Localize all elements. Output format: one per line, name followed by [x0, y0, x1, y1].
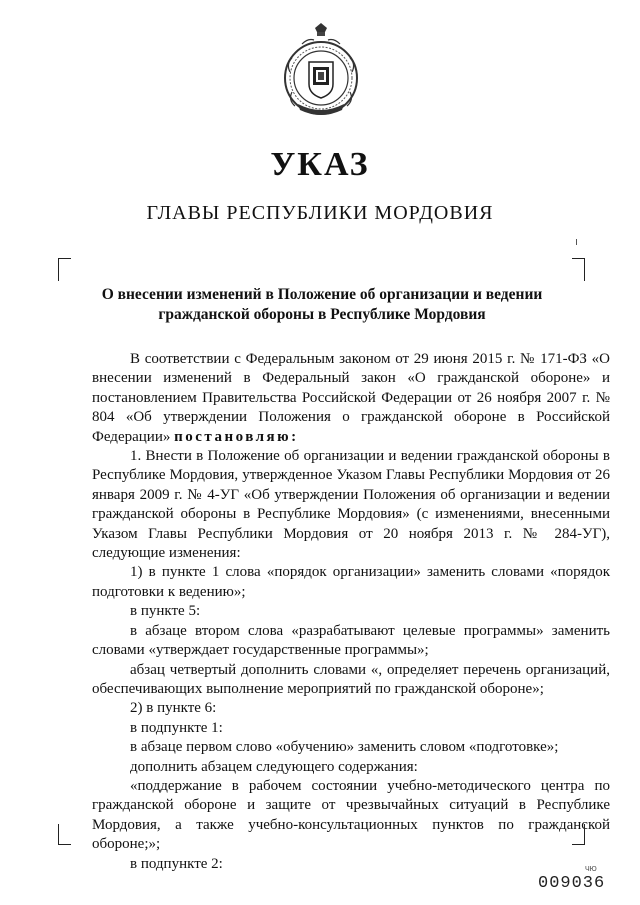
body-paragraph: 1) в пункте 1 слова «порядок организации» заменить словами «порядок подготовки к ведению»;: [92, 564, 610, 600]
corner-bracket-top-left: [58, 258, 71, 281]
body-paragraph: абзац четвертый дополнить словами «, определяет перечень организаций, обеспечивающих выполнение мероприятий по гражданской обороне»;: [92, 661, 610, 697]
corner-bracket-top-right: [572, 258, 585, 281]
body-paragraph: в абзаце первом слово «обучению» заменить словом «подготовке»;: [130, 739, 559, 756]
document-body: [92, 350, 610, 874]
serial-superscript: ЧЮ: [585, 866, 597, 873]
document-title-line-1: О внесении изменений в Положение об организации и ведении: [101, 286, 543, 303]
document-title: [90, 285, 554, 325]
document-type-heading: УКАЗ: [270, 146, 370, 183]
corner-bracket-bottom-left: [58, 824, 71, 845]
serial-number: 009036: [538, 874, 606, 893]
body-paragraph: в абзаце втором слова «разрабатывают целевые программы» заменить словами «утверждает государственные программы»;: [92, 622, 610, 659]
body-paragraph: 2) в пункте 6:: [130, 700, 217, 717]
body-paragraph-preamble: [92, 350, 610, 447]
issuer-heading: ГЛАВЫ РЕСПУБЛИКИ МОРДОВИЯ: [146, 202, 494, 224]
body-paragraph: в подпункте 1:: [130, 719, 223, 736]
body-paragraph: в пункте 5:: [130, 603, 201, 620]
body-paragraph: в подпункте 2:: [130, 855, 223, 872]
body-paragraph: 1. Внести в Положение об организации и ведении гражданской обороны в Республике Мордовия, утвержденное Указом Главы Республики Мордовия от 26 января 2009 г. № 4-УГ «Об утверждении Положения об организации и ведении гражданской обороны в Республике Мордовия» (с изменениями, внесенными Указом Главы Республики Мордовия от 20 ноября 2013 г. № 284-УГ), следующие изменения:: [92, 448, 610, 562]
body-paragraph: «поддержание в рабочем состоянии учебно-методического центра по гражданской обороне и защите от чрезвычайных ситуаций в Республике Мордовия, а также учебно-консультационных пунктов по гражданской обороне;»;: [92, 777, 610, 853]
document-title-line-2: гражданской обороны в Республике Мордовия: [158, 306, 486, 323]
corner-bracket-bottom-right: [572, 824, 585, 845]
decree-word: постановляю:: [174, 428, 299, 445]
preamble-text: В соответствии с Федеральным законом от 29 июня 2015 г. № 171-ФЗ «О внесении изменений в Федеральный закон «О гражданской обороне» и постановлением Правительства Российской Федерации от 26 ноября 2007 г. № 804 «Об утверждении Положения о гражданской обороне в Российской Федерации»: [92, 351, 610, 445]
coat-of-arms-emblem: [280, 22, 362, 122]
body-paragraph: дополнить абзацем следующего содержания:: [130, 758, 418, 775]
margin-mark: [576, 239, 577, 245]
